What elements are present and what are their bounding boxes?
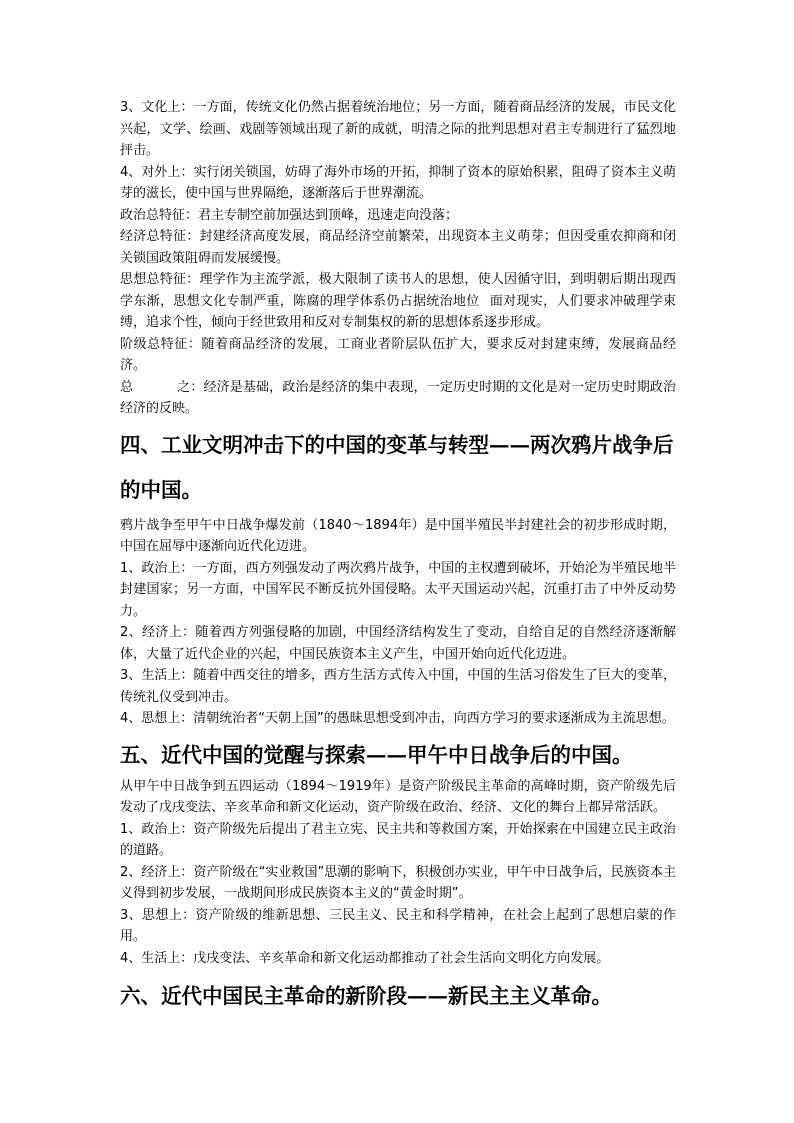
- section-4-heading: 四、工业文明冲击下的中国的变革与转型——两次鸦片战争后的中国。: [120, 432, 674, 502]
- section-5-economy: 2、经济上：资产阶级在“实业救国”思潮的影响下，积极创办实业，甲午中日战争后，民族资本主义得到初步发展，一战期间形成民族资本主义的“黄金时期”。: [120, 864, 676, 901]
- culture-paragraph: 3、文化上：一方面，传统文化仍然占据着统治地位；另一方面，随着商品经济的发展，市民文化兴起，文学、绘画、戏剧等领域出现了新的成就，明清之际的批判思想对君主专制进行了猛烈地抨击。: [120, 100, 676, 158]
- section-5-life: 4、生活上：戊戌变法、辛亥革命和新文化运动都推动了社会生活向文明化方向发展。: [120, 950, 610, 966]
- thought-summary-paragraph: [120, 269, 676, 334]
- thought-summary-part-1: 思想总特征：理学作为主流学派，极大限制了读书人的思想，使人因循守旧，到明朝后期出现西学东渐，思想文化专制严重，陈腐的理学体系仍占据统治地位: [120, 272, 676, 309]
- section-4-intro: 鸦片战争至甲午中日战争爆发前（1840～1894年）是中国半殖民半封建社会的初步形成时期，中国在屈辱中逐渐向近代化迈进。: [120, 517, 676, 554]
- section-4-thought: 4、思想上：清朝统治者“天朝上国”的愚昧思想受到冲击，向西方学习的要求逐渐成为主流思想。: [120, 711, 675, 726]
- foreign-policy-paragraph: 4、对外上：实行闭关锁国，妨碍了海外市场的开拓，抑制了资本的原始积累，阻碍了资本主义萌芽的滋长，使中国与世界隔绝，逐渐落后于世界潮流。: [120, 164, 676, 201]
- class-summary-paragraph: 阶级总特征：随着商品经济的发展，工商业者阶层队伍扩大，要求反对封建束缚，发展商品经济。: [120, 336, 676, 373]
- conclusion-text: 之：经济是基础，政治是经济的集中表现，一定历史时期的文化是对一定历史时期政治经济的反映。: [120, 379, 676, 416]
- section-4-life: 3、生活上：随着中西交往的增多，西方生活方式传入中国，中国的生活习俗发生了巨大的变革，传统礼仪受到冲击。: [120, 668, 676, 705]
- section-6-heading: 六、近代中国民主革命的新阶段——新民主主义革命。: [120, 984, 612, 1008]
- section-4-politics: 1、政治上：一方面，西方列强发动了两次鸦片战争，中国的主权遭到破坏，开始沦为半殖民地半封建国家；另一方面，中国军民不断反抗外国侵略。太平天国运动兴起，沉重打击了中外反动势力。: [120, 560, 676, 619]
- conclusion-label-1: 总: [120, 379, 134, 395]
- thought-summary-part-2: 面对现实，人们要求冲破理学束缚，追求个性，倾向于经世致用和反对专制集权的新的思想体系逐步形成。: [120, 293, 676, 330]
- document-page: [120, 97, 676, 1011]
- section-5-politics: 1、政治上：资产阶级先后提出了君主立宪、民主共和等救国方案，开始探索在中国建立民主政治的道路。: [120, 821, 676, 858]
- section-5-heading: 五、近代中国的觉醒与探索——甲午中日战争后的中国。: [120, 742, 633, 767]
- conclusion-paragraph: [120, 377, 676, 420]
- section-5-intro: 从甲午中日战争到五四运动（1894～1919年）是资产阶级民主革命的高峰时期，资产阶级先后发动了戊戌变法、辛亥革命和新文化运动，资产阶级在政治、经济、文化的舞台上都异常活跃。: [120, 778, 676, 815]
- political-summary-paragraph: 政治总特征：君主专制空前加强达到顶峰，迅速走向没落；: [120, 207, 459, 223]
- section-5-thought: 3、思想上：资产阶级的维新思想、三民主义、民主和科学精神，在社会上起到了思想启蒙的作用。: [120, 907, 676, 944]
- economic-summary-paragraph: 经济总特征：封建经济高度发展，商品经济空前繁荣，出现资本主义萌芽；但因受重农抑商和闭关锁国政策阻碍而发展缓慢。: [120, 229, 676, 266]
- section-4-economy: 2、经济上：随着西方列强侵略的加剧，中国经济结构发生了变动，自给自足的自然经济逐渐解体，大量了近代企业的兴起，中国民族资本主义产生，中国开始向近代化迈进。: [120, 625, 676, 662]
